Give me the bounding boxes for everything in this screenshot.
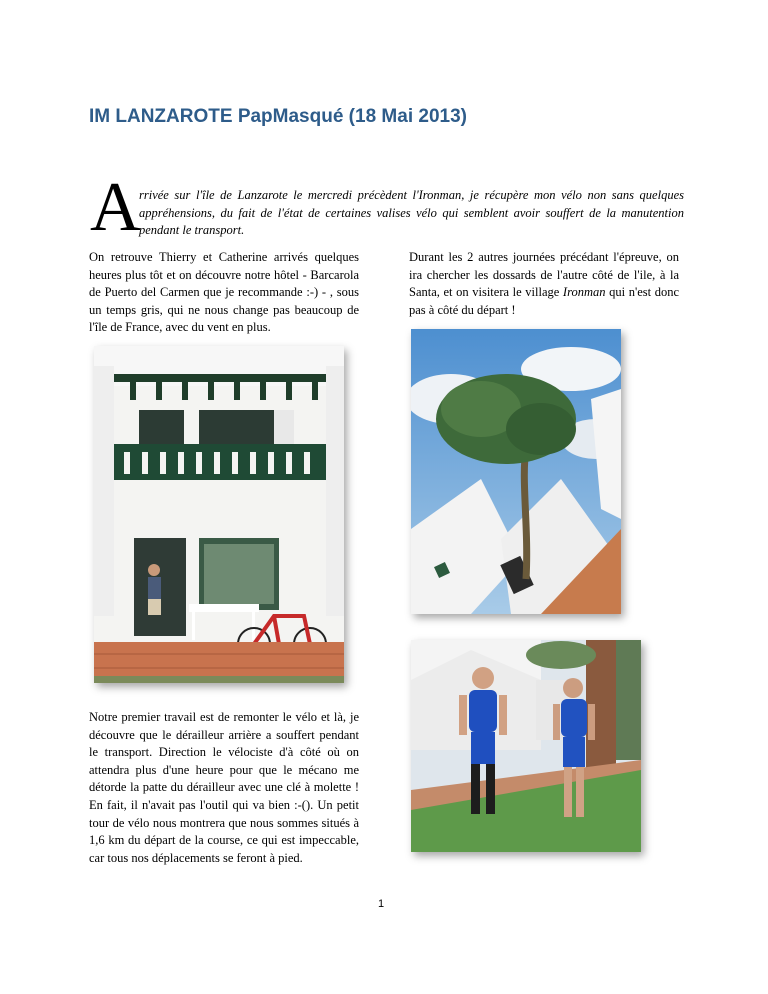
paragraph-dossards-text-2: qui n'est donc pas à côté du départ ! (409, 285, 679, 317)
paragraph-dossards-text-1: Durant les 2 autres journées précédant l'épreuve, on ira chercher les dossards de l'autre côté de l'ile, à la Santa, et on visitera le village (409, 250, 679, 300)
page-title: IM LANZAROTE PapMasqué (18 Mai 2013) (89, 106, 467, 127)
triathletes-photo (411, 640, 641, 852)
intro-paragraph: rrivée sur l'île de Lanzarote le mercredi précèdent l'Ironman, je récupère mon vélo non sans quelques appréhensions, du fait de l'état de certaines valises vélo qui semblent avoir souffert de la manutention pendant le transport. (139, 188, 684, 237)
paragraph-velo: Notre premier travail est de remonter le vélo et là, je découvre que le dérailleur arrière a souffert pendant le transport. Direction le vélociste d'à côté où on attendra plus d'une heure pour que le mécano me détorde la patte du dérailleur avec une clé à molette ! En fait, il n'avait pas l'outil qui va bien :-(). Un petit tour de vélo nous montrera que nous sommes situés à 1,6 km du départ de la course, ce qui est impeccable, car tous nos déplacements se feront à pied. (89, 710, 359, 865)
paragraph-hotel: On retrouve Thierry et Catherine arrivés quelques heures plus tôt et on découvre notre hôtel - Barcarola de Puerto del Carmen que je recommande :-) - , sous un temps gris, qui ne nous change pas beaucoup de l'île de France, avec du vent en plus. (89, 250, 359, 335)
tree-photo (411, 329, 621, 614)
paragraph-dossards-italic: Ironman (562, 285, 606, 300)
hotel-photo (94, 346, 344, 683)
paragraph-dossards (409, 249, 679, 319)
page-number: 1 (378, 898, 385, 910)
drop-cap: A (90, 169, 141, 246)
